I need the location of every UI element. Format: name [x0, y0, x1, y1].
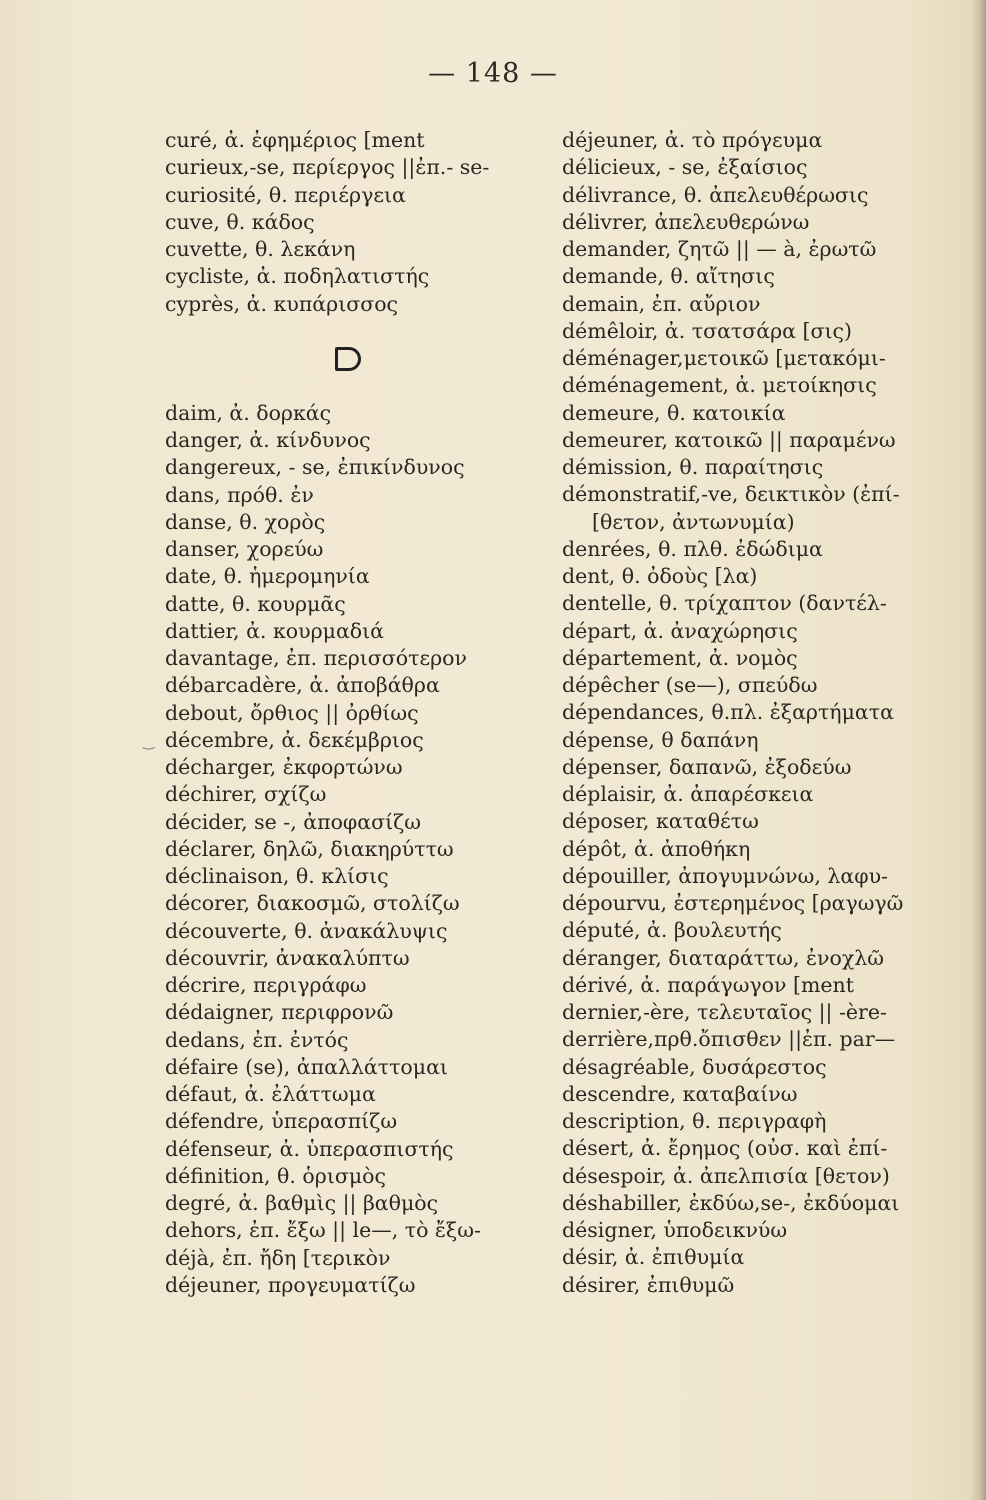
entry: délivrance, θ. ἀπελευθέρωσις — [562, 182, 869, 207]
entry: délivrer, ἀπελευθερώνω — [562, 209, 810, 234]
section-letter-glyph — [335, 347, 361, 371]
entry: déchirer, σχίζω — [165, 782, 327, 807]
right-column — [562, 127, 952, 1299]
entry: danse, θ. χορὸς — [165, 509, 326, 534]
entry: dans, πρόθ. ἐν — [165, 482, 314, 507]
entry: dentelle, θ. τρίχαπτον (δαντέλ- — [562, 591, 887, 616]
entry: dédaigner, περιφρονῶ — [165, 1000, 394, 1025]
entry: défenseur, ἀ. ὑπερασπιστής — [165, 1136, 454, 1161]
entry: demander, ζητῶ || — à, ἐρωτῶ — [562, 237, 877, 261]
entry: désirer, ἐπιθυμῶ — [562, 1272, 735, 1297]
margin-mark: ‿ — [143, 734, 155, 750]
entry: déshabiller, ἐκδύω,se-, ἐκδύομαι — [562, 1190, 900, 1215]
entry: débarcadère, ἀ. ἀποβάθρα — [165, 673, 440, 698]
entry: dépôt, ἀ. ἀποθήκη — [562, 836, 751, 861]
entry: degré, ἀ. βαθμὶς || βαθμὸς — [165, 1191, 439, 1215]
entry: déplaisir, ἀ. ἀπαρέσκεια — [562, 782, 814, 806]
entry: déclinaison, θ. κλίσις — [165, 864, 389, 888]
entry: déposer, καταθέτω — [562, 809, 759, 834]
entry: déclarer, δηλῶ, διακηρύττω — [165, 836, 454, 861]
entry: curiosité, θ. περιέργεια — [165, 182, 406, 207]
entry: décorer, διακοσμῶ, στολίζω — [165, 891, 460, 916]
entry: dernier,-ère, τελευταῖος || -ère- — [562, 1000, 887, 1024]
entry: demeurer, κατοικῶ || παραμένω — [562, 427, 896, 452]
entry: député, ἀ. βουλευτής — [562, 918, 782, 943]
entry: demeure, θ. κατοικία — [562, 400, 786, 425]
entry: désir, ἀ. ἐπιθυμία — [562, 1245, 745, 1270]
entry: département, ἀ. νομὸς — [562, 645, 798, 670]
entry: description, θ. περιγραφὴ — [562, 1109, 827, 1133]
entry: désespoir, ἀ. ἀπελπισία [θετον) — [562, 1163, 890, 1188]
entry: curieux,-se, περίεργος ||ἐπ.- se- — [165, 155, 490, 180]
entry: décharger, ἐκφορτώνω — [165, 755, 403, 779]
entry: dépense, θ δαπάνη — [562, 727, 759, 752]
entry: demain, ἐπ. αὔριον — [562, 291, 761, 316]
entry: découvrir, ἀνακαλύπτω — [165, 945, 410, 970]
entry: démêloir, ἀ. τσατσάρα [σις) — [562, 318, 853, 343]
entry: dattier, ἀ. κουρμαδιά — [165, 618, 385, 643]
entry: davantage, ἐπ. περισσότερον — [165, 646, 467, 670]
entry: désagréable, δυσάρεστος — [562, 1054, 827, 1079]
entry: dépourvu, ἐστερημένος [ραγωγῶ — [562, 891, 904, 915]
entry: descendre, καταβαίνω — [562, 1081, 798, 1106]
entry: daim, ἀ. δορκάς — [165, 400, 332, 425]
entry: dépouiller, ἀπογυμνώνω, λαφυ- — [562, 863, 888, 888]
entry: déranger, διαταράττω, ἐνοχλῶ — [562, 945, 884, 970]
entry: dangereux, - se, ἐπικίνδυνος — [165, 455, 465, 480]
entry: demande, θ. αἴτησις — [562, 264, 775, 289]
entry: dépêcher (se—), σπεύδω — [562, 673, 818, 697]
entry: désigner, ὑποδεικνύω — [562, 1218, 788, 1242]
entry: cyprès, ἀ. κυπάρισσος — [165, 291, 399, 316]
page-edge-shadow — [970, 0, 986, 1500]
entry: découverte, θ. ἀνακάλυψις — [165, 918, 448, 943]
entry: départ, ἀ. ἀναχώρησις — [562, 618, 798, 643]
entry: dérivé, ἀ. παράγωγον [ment — [562, 972, 854, 997]
entry: debout, ὄρθιος || ὀρθίως — [165, 700, 419, 725]
entry-continuation: [θετον, ἀντωνυμία) — [592, 509, 795, 534]
entry: désert, ἀ. ἔρημος (οὐσ. καὶ ἐπί- — [562, 1136, 888, 1161]
page-number: — 148 — — [428, 58, 558, 89]
entry: démonstratif,-ve, δεικτικὸν (ἐπί- — [562, 482, 900, 507]
entry: décembre, ἀ. δεκέμβριος — [165, 727, 424, 752]
entry: curé, ἀ. ἐφημέριος [ment — [165, 128, 425, 152]
entry: définition, θ. ὁρισμὸς — [165, 1163, 387, 1188]
entry: dehors, ἐπ. ἔξω || le—, τὸ ἔξω- — [165, 1218, 481, 1243]
entry: démission, θ. παραίτησις — [562, 455, 824, 479]
entry: défendre, ὑπερασπίζω — [165, 1109, 398, 1134]
entry: derrière,πρθ.ὄπισθεν ||ἐπ. par— — [562, 1027, 896, 1052]
entry: déménager,μετοικῶ [μετακόμι- — [562, 346, 886, 370]
entry: décider, se -, ἀποφασίζω — [165, 809, 421, 834]
entry: datte, θ. κουρμᾶς — [165, 591, 346, 616]
entry: déjeuner, ἀ. τὸ πρόγευμα — [562, 128, 823, 152]
entry: cuvette, θ. λεκάνη — [165, 237, 356, 261]
section-letter-d — [165, 318, 540, 400]
entry: date, θ. ἡμερομηνία — [165, 564, 370, 589]
left-column — [165, 127, 540, 1299]
entry: danger, ἀ. κίνδυνος — [165, 428, 371, 452]
entry: danser, χορεύω — [165, 537, 324, 561]
entry: dedans, ἐπ. ἐντός — [165, 1027, 349, 1052]
entry: cuve, θ. κάδος — [165, 209, 315, 234]
entry: denrées, θ. πλθ. ἐδώδιμα — [562, 536, 823, 561]
entry: décrire, περιγράφω — [165, 973, 367, 997]
entry: délicieux, - se, ἐξαίσιος — [562, 155, 808, 180]
entry: déjà, ἐπ. ἤδη [τερικὸν — [165, 1245, 391, 1270]
entry: déménagement, ἀ. μετοίκησις — [562, 373, 877, 398]
entry: dent, θ. ὀδοὺς [λα) — [562, 564, 758, 588]
entry: déjeuner, προγευματίζω — [165, 1272, 416, 1297]
entry: défaut, ἀ. ἐλάττωμα — [165, 1082, 376, 1106]
entry: cycliste, ἀ. ποδηλατιστής — [165, 264, 430, 289]
entry: dépenser, δαπανῶ, ἐξοδεύω — [562, 754, 852, 779]
entry: dépendances, θ.πλ. ἐξαρτήματα — [562, 700, 894, 725]
entry: défaire (se), ἀπαλλάττομαι — [165, 1054, 448, 1079]
